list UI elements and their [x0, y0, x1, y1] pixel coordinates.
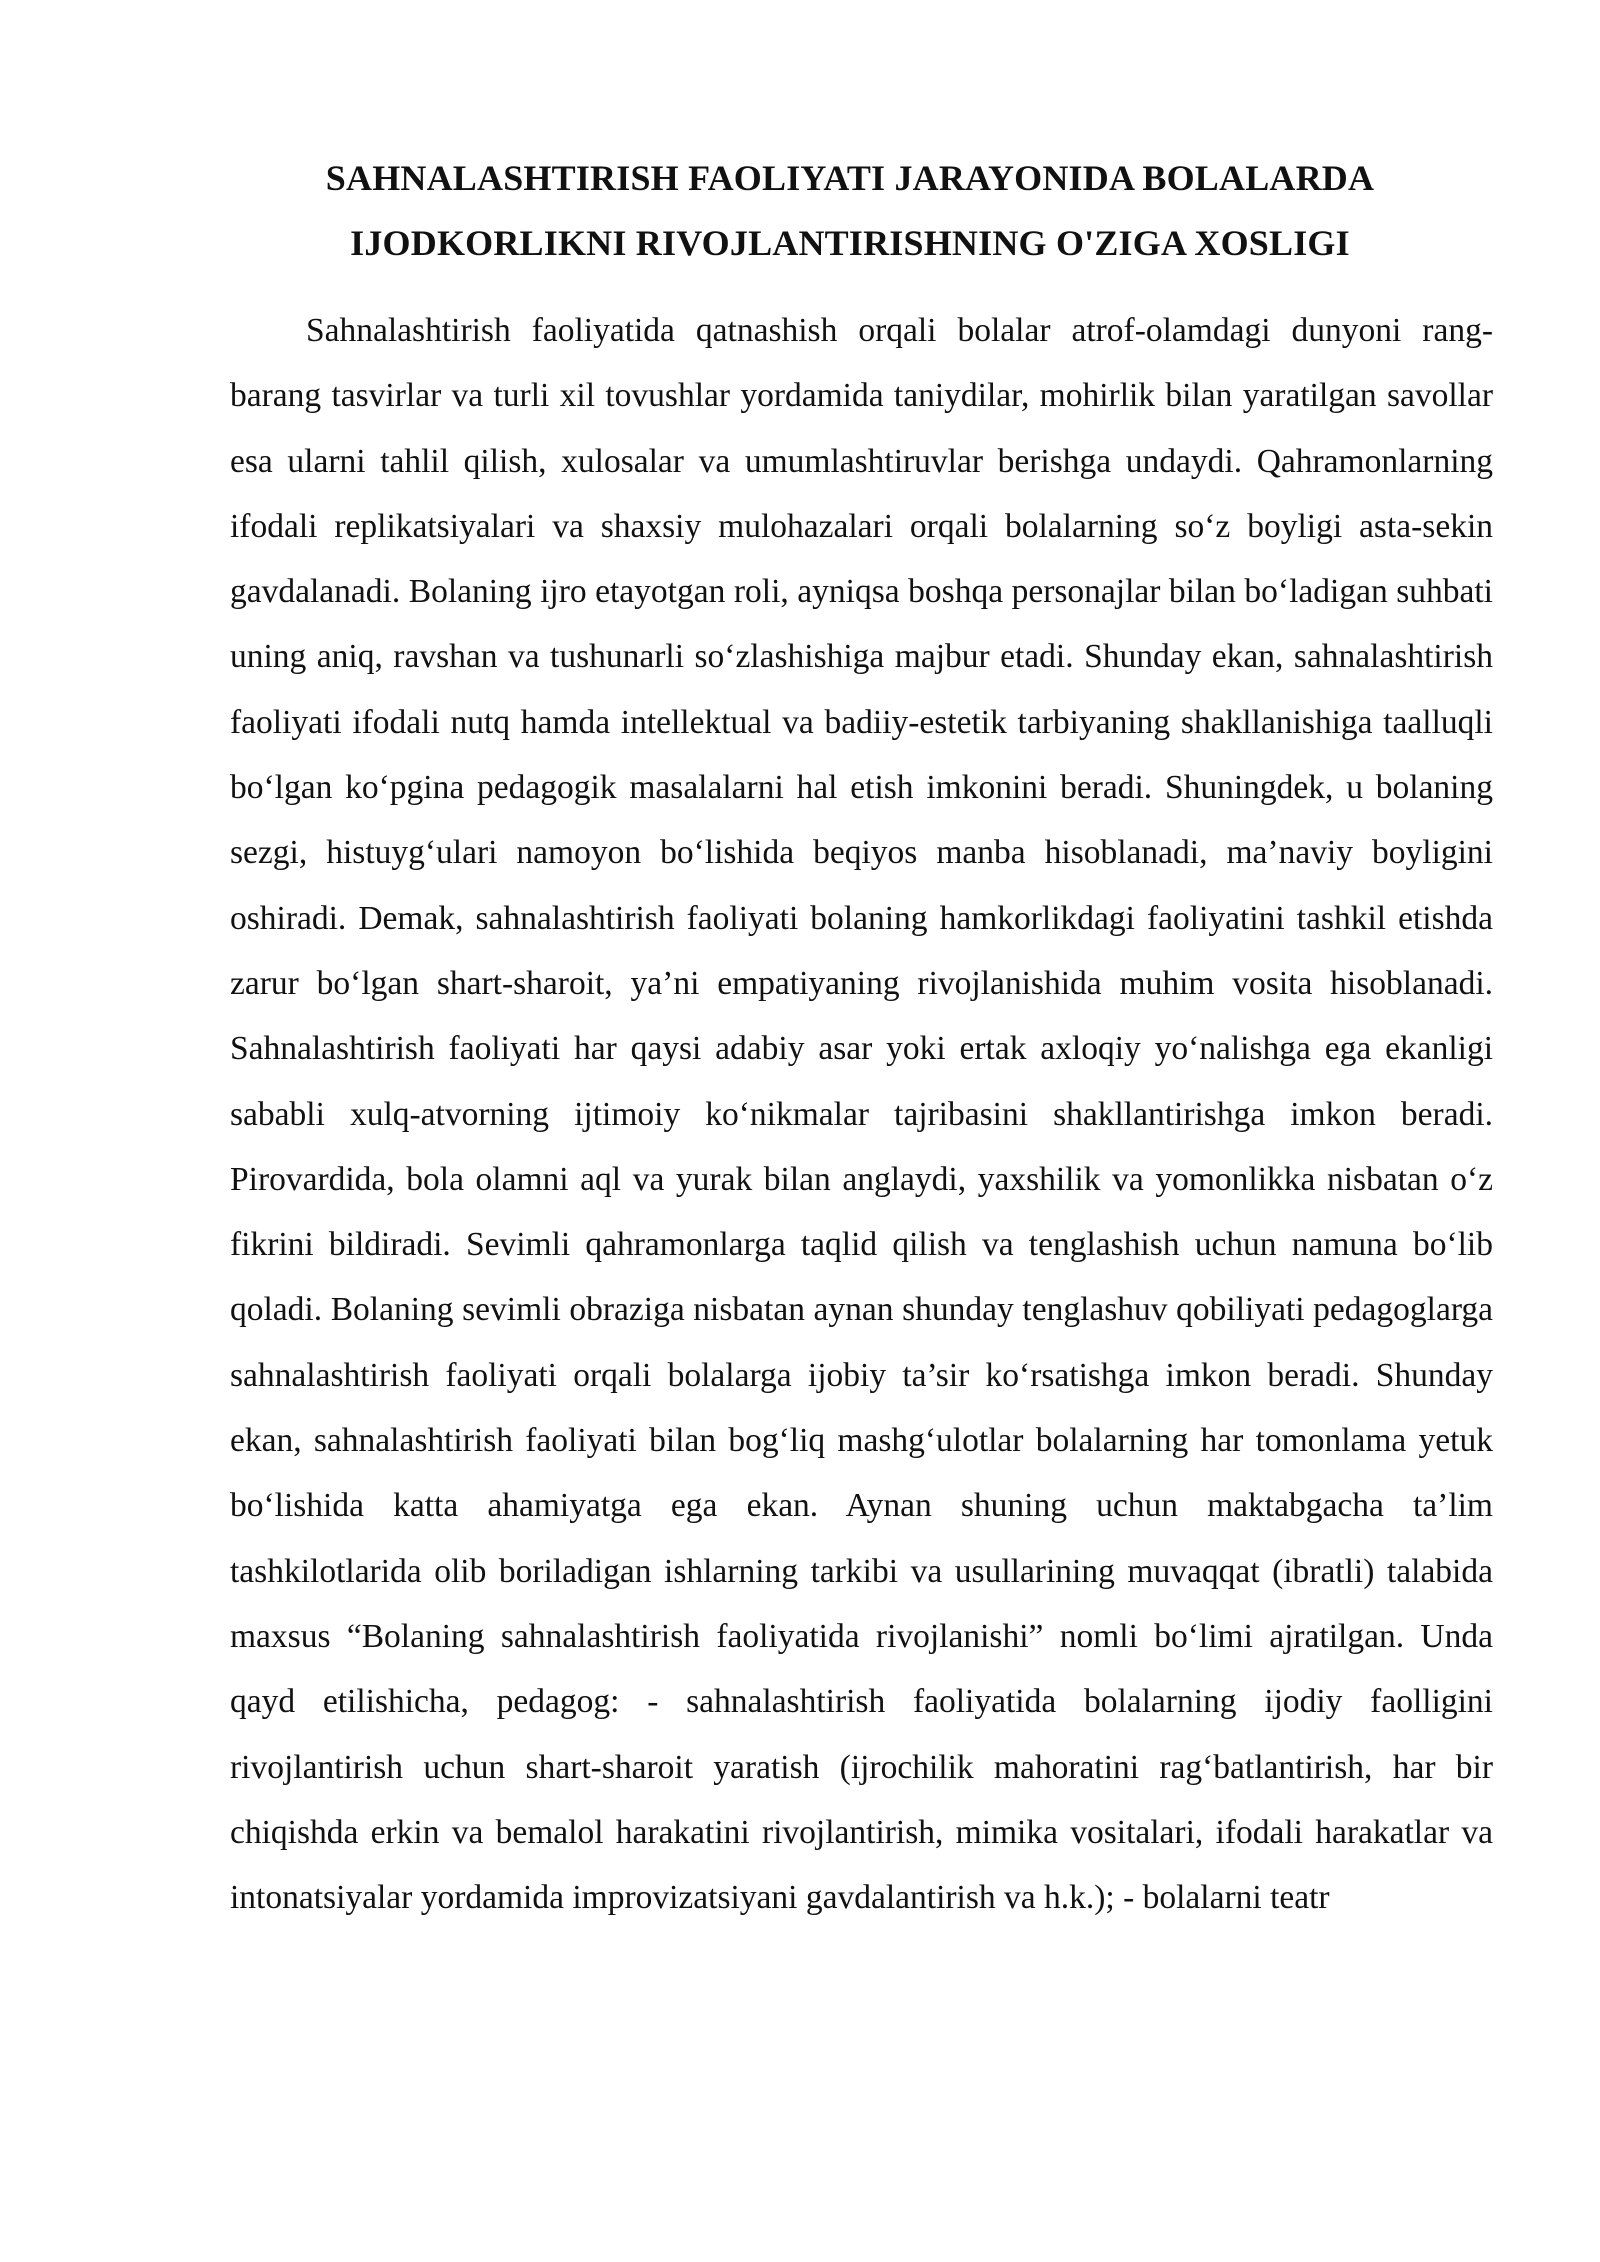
title-line-1: SAHNALASHTIRISH FAOLIYATI JARAYONIDA BOLALARDA: [325, 158, 1375, 198]
body-paragraph: Sahnalashtirish faoliyatida qatnashish orqali bolalar atrof-olamdagi dunyoni rang-barang tasvirlar va turli xil tovushlar yordamida taniydilar, mohirlik bilan yaratilgan savollar esa ularni tahlil qilish, xulosalar va umumlashtiruvlar berishga undaydi. Qahramonlarning ifodali replikatsiyalari va shaxsiy mulohazalari orqali bolalarning so‘z boyligi asta-sekin gavdalanadi. Bolaning ijro etayotgan roli, ayniqsa boshqa personajlar bilan bo‘ladigan suhbati uning aniq, ravshan va tushunarli so‘zlashishiga majbur etadi. Shunday ekan, sahnalashtirish faoliyati ifodali nutq hamda intellektual va badiiy-estetik tarbiyaning shakllanishiga taalluqli bo‘lgan ko‘pgina pedagogik masalalarni hal etish imkonini beradi. Shuningdek, u bolaning sezgi, histuyg‘ulari namoyon bo‘lishida beqiyos manba hisoblanadi, ma’naviy boyligini oshiradi. Demak, sahnalashtirish faoliyati bolaning hamkorlikdagi faoliyatini tashkil etishda zarur bo‘lgan shart-sharoit, ya’ni empatiyaning rivojlanishida muhim vosita hisoblanadi. Sahnalashtirish faoliyati har qaysi adabiy asar yoki ertak axloqiy yo‘nalishga ega ekanligi sababli xulq-atvorning ijtimoiy ko‘nikmalar tajribasini shakllantirishga imkon beradi. Pirovardida, bola olamni aql va yurak bilan anglaydi, yaxshilik va yomonlikka nisbatan o‘z fikrini bildiradi. Sevimli qahramonlarga taqlid qilish va tenglashish uchun namuna bo‘lib qoladi. Bolaning sevimli obraziga nisbatan aynan shunday tenglashuv qobiliyati pedagoglarga sahnalashtirish faoliyati orqali bolalarga ijobiy ta’sir ko‘rsatishga imkon beradi. Shunday ekan, sahnalashtirish faoliyati bilan bog‘liq mashg‘ulotlar bolalarning har tomonlama yetuk bo‘lishida katta ahamiyatga ega ekan. Aynan shuning uchun maktabgacha ta’lim tashkilotlarida olib boriladigan ishlarning tarkibi va usullarining muvaqqat (ibratli) talabida maxsus “Bolaning sahnalashtirish faoliyatida rivojlanishi” nomli bo‘limi ajratilgan. Unda qayd etilishicha, pedagog: - sahnalashtirish faoliyatida bolalarning ijodiy faolligini rivojlantirish uchun shart-sharoit yaratish (ijrochilik mahoratini rag‘batlantirish, har bir chiqishda erkin va bemalol harakatini rivojlantirish, mimika vositalari, ifodali harakatlar va intonatsiyalar yordamida improvizatsiyani gavdalantirish va h.k.); - bolalarni teatr: [230, 312, 1493, 1917]
document-title: [230, 146, 1470, 276]
title-line-2: IJODKORLIKNI RIVOJLANTIRISHNING O'ZIGA XOSLIGI: [350, 223, 1350, 263]
